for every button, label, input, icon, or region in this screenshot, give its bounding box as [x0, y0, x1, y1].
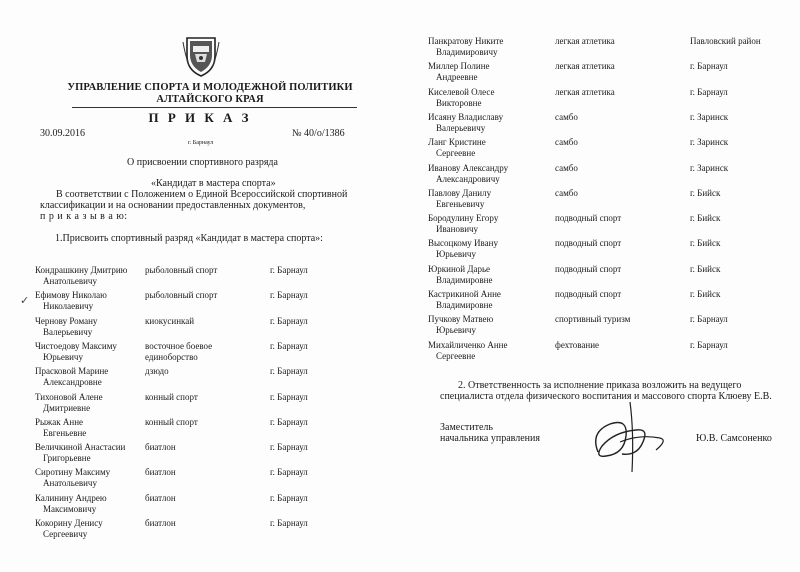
recipient-row	[0, 518, 400, 542]
recipient-name: Миллер Полине	[428, 61, 490, 72]
preamble-line2: классификации и на основании предоставленных документов,	[40, 200, 306, 211]
recipient-row	[0, 316, 400, 340]
recipient-patronymic: Евгеньевне	[43, 427, 87, 438]
recipient-name: Иванову Александру	[428, 162, 509, 173]
recipient-sport: подводный спорт	[555, 213, 622, 224]
recipient-patronymic: Максимовичу	[43, 503, 97, 514]
recipient-row	[0, 493, 400, 517]
recipient-sport: конный спорт	[145, 416, 198, 427]
recipient-city: г. Барнаул	[270, 416, 308, 427]
recipient-patronymic: Дмитриевне	[43, 402, 91, 413]
recipient-city: г. Барнаул	[270, 315, 308, 326]
recipient-city: г. Бийск	[690, 289, 721, 299]
recipient-name: Юркиной Дарье	[428, 263, 491, 274]
recipient-patronymic: Ивановичу	[436, 224, 479, 235]
recipient-patronymic: Сергеевне	[436, 148, 476, 159]
recipient-name: Бородулину Егору	[428, 213, 499, 224]
recipient-row	[0, 417, 400, 441]
recipient-city: г. Бийск	[690, 238, 721, 249]
order-date: 30.09.2016	[40, 128, 85, 139]
recipient-name: Прасковой Марине	[35, 366, 109, 377]
recipient-sport: биатлон	[145, 442, 176, 453]
recipient-city: г. Барнаул	[690, 314, 728, 325]
recipient-row	[400, 340, 800, 364]
recipient-sport: восточное боевое	[145, 340, 213, 351]
recipient-sport: самбо	[555, 111, 578, 122]
recipient-city: г. Бийск	[690, 213, 721, 224]
recipient-sport: фехтование	[555, 339, 600, 350]
recipient-row	[400, 314, 800, 338]
recipient-sport: подводный спорт	[555, 238, 622, 249]
order-word: п р и к а з ы в а ю:	[40, 211, 128, 222]
recipient-city: г. Барнаул	[270, 366, 308, 377]
recipient-name: Рыжак Анне	[35, 416, 84, 427]
coat-of-arms-emblem	[181, 34, 221, 78]
recipient-row	[400, 87, 800, 111]
order-number: № 40/о/1386	[292, 128, 345, 139]
recipient-name: Кокорину Денису	[35, 518, 103, 528]
recipient-patronymic: Анатольевичу	[43, 276, 97, 286]
recipient-city: г. Барнаул	[270, 391, 308, 402]
recipient-sport: биатлон	[145, 467, 176, 478]
recipient-row	[0, 265, 400, 289]
recipient-patronymic: Сергеевне	[436, 350, 476, 361]
recipient-row	[400, 213, 800, 237]
handwritten-signature	[580, 392, 680, 482]
recipient-sport: дзюдо	[145, 366, 169, 377]
recipient-name: Исаяну Владиславу	[428, 111, 504, 122]
recipient-city: г. Барнаул	[270, 518, 308, 528]
recipient-city: г. Барнаул	[270, 265, 308, 275]
recipient-row	[400, 163, 800, 187]
recipient-patronymic: Владимировне	[436, 274, 493, 285]
recipient-name: Панкратову Никите	[428, 36, 504, 46]
rank-title: «Кандидат в мастера спорта»	[151, 178, 276, 189]
recipient-patronymic: Сергеевичу	[43, 529, 88, 539]
recipient-sport: легкая атлетика	[555, 36, 615, 46]
recipient-sport: рыболовный спорт	[145, 290, 218, 301]
recipient-patronymic: Викторовне	[436, 97, 482, 108]
recipient-row	[0, 341, 400, 365]
recipient-city: г. Заринск	[690, 162, 729, 173]
recipient-patronymic: Анатольевичу	[43, 478, 97, 489]
recipient-patronymic: Николаевичу	[43, 301, 94, 312]
recipient-sport: биатлон	[145, 492, 176, 503]
recipient-patronymic: Григорьевне	[43, 453, 91, 464]
recipient-row	[0, 366, 400, 390]
recipient-city: г. Барнаул	[270, 442, 308, 453]
checkmark-icon: ✓	[20, 295, 30, 307]
recipient-city: г. Барнаул	[270, 492, 308, 503]
recipient-row	[400, 36, 800, 60]
recipient-sport: самбо	[555, 162, 578, 173]
recipient-row	[0, 392, 400, 416]
recipient-city: г. Заринск	[690, 137, 729, 148]
right-page	[400, 0, 800, 572]
recipient-name: Высоцкому Ивану	[428, 238, 498, 249]
recipient-sport: самбо	[555, 137, 578, 148]
recipient-sport: конный спорт	[145, 391, 198, 402]
org-name-line2: АЛТАЙСКОГО КРАЯ	[156, 94, 264, 105]
recipient-city: Павловский район	[690, 36, 761, 46]
item2-line1: 2. Ответственность за исполнение приказа возложить на ведущего	[458, 380, 742, 391]
recipient-city: г. Барнаул	[690, 339, 728, 350]
signatory-role-line1: Заместитель	[440, 422, 493, 433]
recipient-name: Киселевой Олесе	[428, 86, 495, 97]
signatory-role-line2: начальника управления	[440, 433, 540, 444]
recipient-city: г. Барнаул	[690, 61, 728, 72]
recipient-sport: киокусинкай	[145, 315, 195, 326]
item1-text: 1.Присвоить спортивный разряд «Кандидат в мастера спорта»:	[55, 233, 323, 244]
recipient-sport-cont: единоборство	[145, 351, 198, 362]
recipient-city: г. Барнаул	[270, 467, 308, 478]
recipient-city: г. Барнаул	[270, 340, 308, 351]
recipient-name: Ефимову Николаю	[35, 290, 107, 301]
recipient-patronymic: Александровне	[43, 377, 102, 388]
recipient-sport: подводный спорт	[555, 289, 622, 299]
recipient-name: Кондрашкину Дмитрию	[35, 265, 128, 275]
recipient-sport: самбо	[555, 187, 578, 198]
recipient-patronymic: Валерьевичу	[43, 326, 93, 337]
recipient-row	[400, 238, 800, 262]
recipient-city: г. Бийск	[690, 187, 721, 198]
recipient-row	[0, 467, 400, 491]
recipient-sport: легкая атлетика	[555, 86, 615, 97]
recipient-city: г. Барнаул	[270, 290, 308, 301]
recipient-patronymic: Валерьевичу	[436, 122, 486, 133]
preamble-line1: В соответствии с Положением о Единой Всероссийской спортивной	[56, 189, 348, 200]
recipient-name: Сиротину Максиму	[35, 467, 111, 478]
recipient-patronymic: Андреевне	[436, 72, 478, 83]
recipient-patronymic: Юрьевичу	[436, 249, 476, 260]
recipient-name: Ланг Кристине	[428, 137, 486, 148]
recipient-row	[400, 112, 800, 136]
recipient-city: г. Бийск	[690, 263, 721, 274]
recipient-name: Кастрикиной Анне	[428, 289, 501, 299]
recipient-city: г. Заринск	[690, 111, 729, 122]
recipient-sport: легкая атлетика	[555, 61, 615, 72]
order-subject: О присвоении спортивного разряда	[127, 157, 278, 168]
recipient-row	[400, 188, 800, 212]
recipient-patronymic: Юрьевичу	[43, 351, 83, 362]
recipient-row	[400, 61, 800, 85]
signatory-name: Ю.В. Самсоненко	[696, 433, 772, 444]
recipient-row	[400, 289, 800, 313]
recipient-patronymic: Александровичу	[436, 173, 500, 184]
recipient-name: Михайличенко Анне	[428, 339, 508, 350]
recipient-sport: рыболовный спорт	[145, 265, 218, 275]
org-name-line1: УПРАВЛЕНИЕ СПОРТА И МОЛОДЕЖНОЙ ПОЛИТИКИ	[67, 82, 353, 93]
recipient-name: Павлову Данилу	[428, 187, 492, 198]
recipient-row	[0, 442, 400, 466]
recipient-name: Величкиной Анастасии	[35, 442, 126, 453]
order-city: г. Барнаул	[188, 140, 214, 146]
header-divider	[72, 107, 357, 108]
recipient-name: Калинину Андрею	[35, 492, 107, 503]
recipient-city: г. Барнаул	[690, 86, 728, 97]
recipient-patronymic: Юрьевичу	[436, 325, 476, 336]
recipient-name: Пучкову Матвею	[428, 314, 494, 325]
recipient-name: Тихоновой Алене	[35, 391, 103, 402]
recipient-row	[400, 264, 800, 288]
recipient-name: Чернову Роману	[35, 315, 98, 326]
item2-line2: специалиста отдела физического воспитания и массового спорта Клюеву Е.В.	[440, 391, 772, 402]
recipient-name: Чистоедову Максиму	[35, 340, 117, 351]
recipient-patronymic: Владимировичу	[436, 47, 498, 57]
document-title: П Р И К А З	[148, 110, 252, 125]
recipient-patronymic: Евгеньевичу	[436, 198, 485, 209]
recipient-row	[400, 137, 800, 161]
recipient-sport: подводный спорт	[555, 263, 622, 274]
recipient-sport: спортивный туризм	[555, 314, 631, 325]
recipient-patronymic: Владимировне	[436, 300, 493, 310]
recipient-sport: биатлон	[145, 518, 176, 528]
recipient-row	[0, 290, 400, 314]
